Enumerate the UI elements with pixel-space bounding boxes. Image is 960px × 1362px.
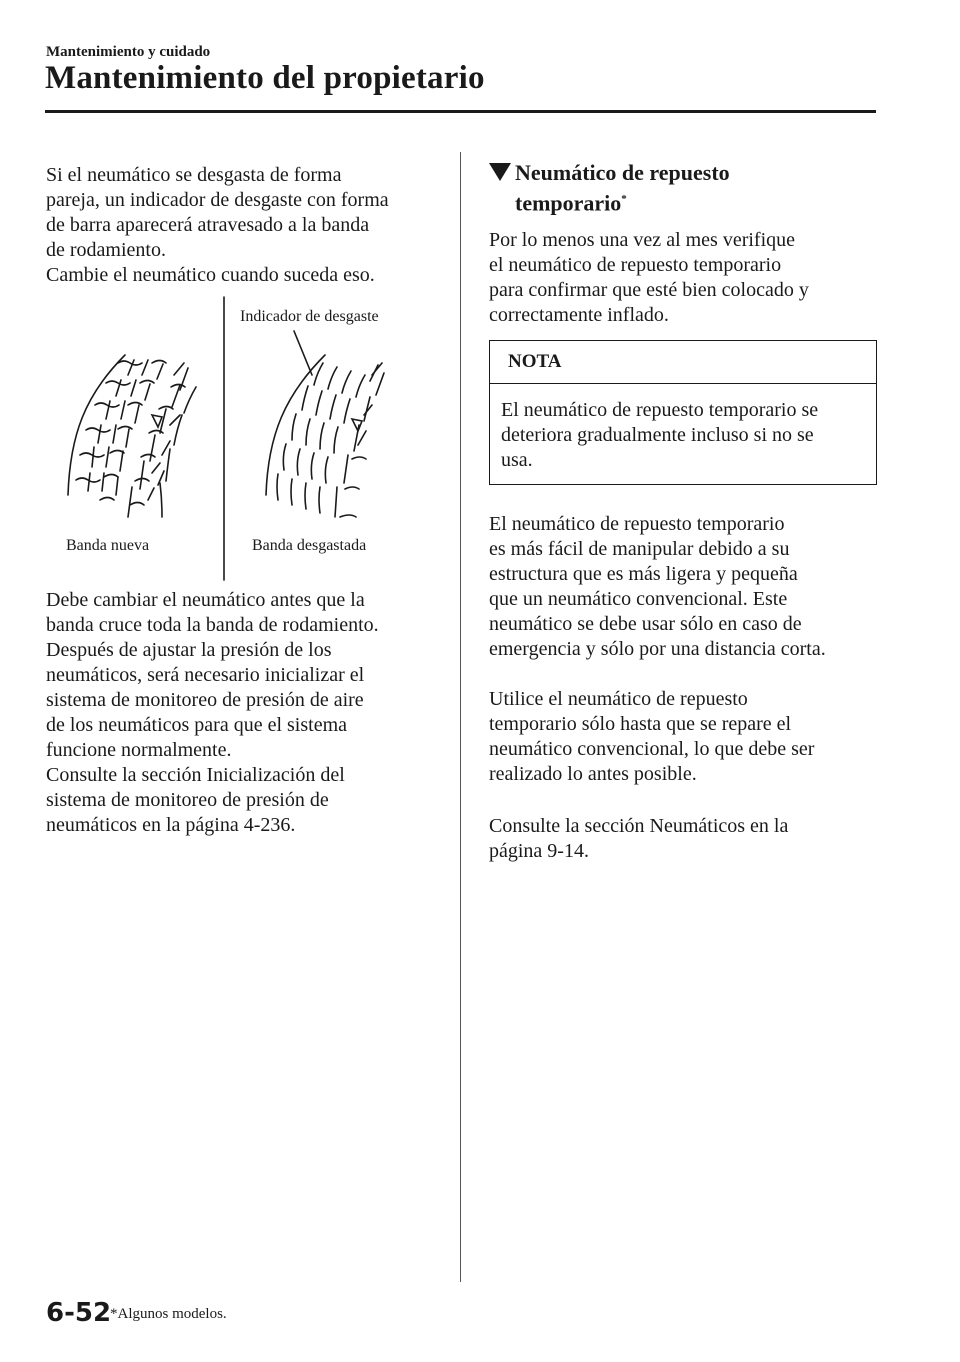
tread-wear-figure [40, 295, 440, 585]
heading-line2: temporario [515, 190, 622, 216]
note-title: NOTA [490, 341, 876, 384]
spare-handling-paragraph: El neumático de repuesto temporario es más fácil de manipular debido a su estructura que es más ligera y pequeña que un neumático convencional. Este neumático se debe usar sólo en caso de emergencia y sólo por una distancia corta. [489, 513, 826, 660]
spare-check-paragraph: Por lo menos una vez al mes verifique el neumático de repuesto temporario para confirmar que esté bien colocado y correctamente inflado. [489, 229, 809, 326]
spare-usage-paragraph: Utilice el neumático de repuesto temporario sólo hasta que se repare el neumático convencional, lo que debe ser realizado lo antes posible. [489, 688, 815, 785]
label-worn-tread: Banda desgastada [252, 537, 367, 554]
note-box [489, 340, 877, 485]
page-number: 6-52 [46, 1298, 112, 1328]
spare-reference-paragraph: Consulte la sección Neumáticos en la página 9-14. [489, 815, 789, 862]
page-title: Mantenimiento del propietario [45, 60, 485, 96]
column-divider [460, 152, 461, 1282]
wear-indicator-paragraph: Si el neumático se desgasta de forma pareja, un indicador de desgaste con forma de barra aparecerá atravesado a la banda de rodamiento. Cambie el neumático cuando suceda eso. [46, 164, 389, 286]
label-new-tread: Banda nueva [66, 537, 150, 554]
title-divider [45, 110, 876, 113]
footnote: *Algunos modelos. [110, 1306, 227, 1322]
label-wear-indicator: Indicador de desgaste [240, 308, 379, 325]
replace-tire-paragraph: Debe cambiar el neumático antes que la banda cruce toda la banda de rodamiento. Después de ajustar la presión de los neumáticos, será necesario inicializar el sistema de monitoreo de presión de aire de los neumáticos para que el sistema funcione normalmente. Consulte la sección Inicialización del sistema de monitoreo de presión de neumáticos en la página 4-236. [46, 589, 379, 836]
triangle-bullet-icon [489, 163, 511, 181]
note-body: El neumático de repuesto temporario se deteriora gradualmente incluso si no se usa. [501, 399, 819, 471]
section-label: Mantenimiento y cuidado [46, 44, 211, 60]
spare-tire-heading [489, 160, 730, 216]
heading-line1: Neumático de repuesto [515, 160, 730, 185]
footnote-mark: * [621, 193, 627, 205]
